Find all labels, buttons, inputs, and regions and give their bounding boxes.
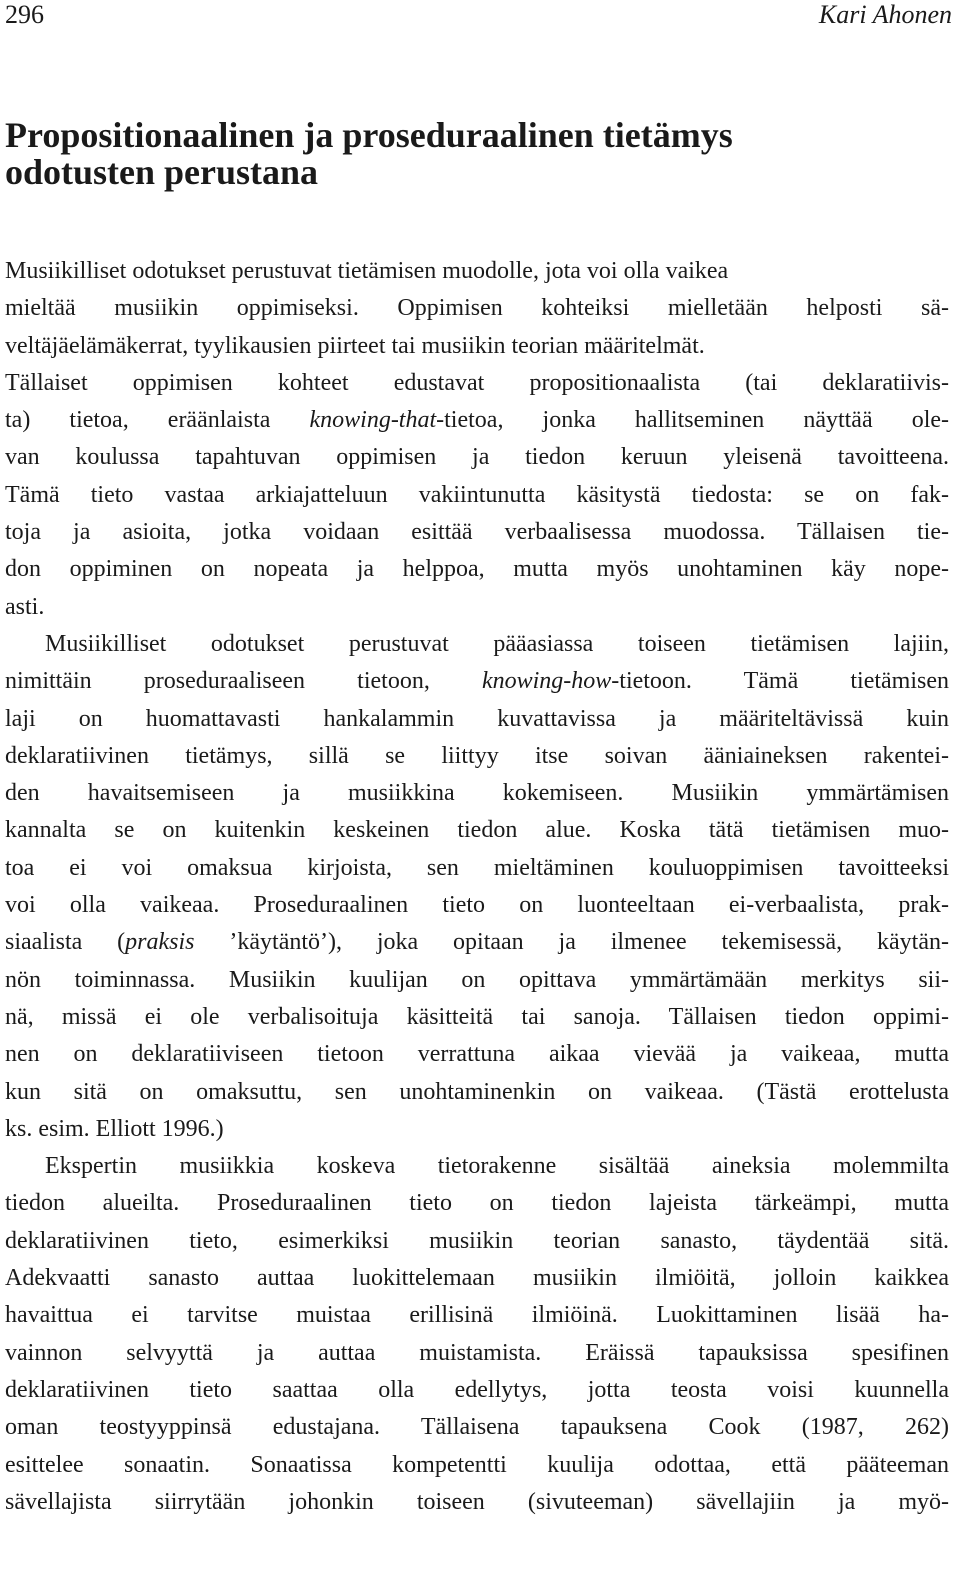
text-line: oman teostyyppinsä edustajana. Tällaisena tapauksena Cook (1987, 262) xyxy=(5,1414,949,1441)
text-line: don oppiminen on nopeata ja helppoa, mutta myös unohtaminen käy nope- xyxy=(5,556,949,583)
section-heading-line: Propositionaalinen ja proseduraalinen tietämys xyxy=(5,115,733,155)
text-line: nimittäin proseduraaliseen tietoon, knowing-how-tietoon. Tämä tietämisen xyxy=(5,668,950,695)
section-heading-line: odotusten perustana xyxy=(5,152,319,193)
text-line: tiedon alueilta. Proseduraalinen tieto on tiedon lajeista tärkeämpi, mutta xyxy=(5,1190,949,1217)
text-line: toja ja asioita, jotka voidaan esittää verbaalisessa muodossa. Tällaisen tie- xyxy=(5,519,949,546)
text-line: deklaratiivinen tieto saattaa olla edellytys, jotta teosta voisi kuunnella xyxy=(5,1376,949,1403)
italic-term: praksis xyxy=(125,929,195,956)
text-line: mieltää musiikin oppimiseksi. Oppimisen kohteiksi mielletään helposti sä- xyxy=(5,295,949,322)
text-line: den havaitsemiseen ja musiikkina kokemiseen. Musiikin ymmärtämisen xyxy=(5,780,949,807)
section-heading xyxy=(5,109,935,193)
text-line: Adekvaatti sanasto auttaa luokittelemaan musiikin ilmiöitä, jolloin kaikkea xyxy=(5,1265,949,1292)
text-line: deklaratiivinen tieto, esimerkiksi musiikin teorian sanasto, täydentää sitä. xyxy=(5,1227,949,1254)
text-line: nen on deklaratiiviseen tietoon verrattuna aikaa vievää ja vaikeaa, mutta xyxy=(5,1041,949,1068)
text-line: vainnon selvyyttä ja auttaa muistamista. Eräissä tapauksissa spesifinen xyxy=(5,1339,949,1366)
italic-term: knowing-how xyxy=(481,668,612,695)
body-text xyxy=(5,253,949,1521)
page-number: 296 xyxy=(5,0,44,29)
text-line: veltäjäelämäkerrat, tyylikausien piirteet tai musiikin teorian määritelmät. xyxy=(5,332,705,359)
text-line: toa ei voi omaksua kirjoista, sen mieltäminen kouluoppimisen tavoitteeksi xyxy=(5,854,949,881)
text-line: Musiikilliset odotukset perustuvat pääasiassa toiseen tietämisen lajiin, xyxy=(45,630,949,657)
italic-term: knowing-that xyxy=(309,407,437,434)
text-line: deklaratiivinen tietämys, sillä se liittyy itse soivan ääniaineksen rakentei- xyxy=(5,742,949,769)
text-line: kannalta se on kuitenkin keskeinen tiedon alue. Koska tätä tietämisen muo- xyxy=(5,817,949,844)
text-line: van koulussa tapahtuvan oppimisen ja tiedon keruun yleisenä tavoitteena. xyxy=(5,444,949,471)
running-head xyxy=(5,0,952,36)
text-line: havaittua ei tarvitse muistaa erillisinä ilmiöinä. Luokittaminen lisää ha- xyxy=(5,1302,949,1329)
text-line: Musiikilliset odotukset perustuvat tietämisen muodolle, jota voi olla vaikea xyxy=(5,258,729,284)
text-line: Tällaiset oppimisen kohteet edustavat propositionaalista (tai deklaratiivis- xyxy=(5,369,949,396)
text-line: laji on huomattavasti hankalammin kuvattavissa ja määriteltävissä kuin xyxy=(5,705,949,732)
text-line: nön toiminnassa. Musiikin kuulijan on opittava ymmärtämään merkitys sii- xyxy=(5,966,949,993)
text-line: Tämä tieto vastaa arkiajatteluun vakiintunutta käsitystä tiedosta: se on fak- xyxy=(5,481,949,508)
text-line: Ekspertin musiikkia koskeva tietorakenne sisältää aineksia molemmilta xyxy=(45,1153,949,1180)
text-line: esittelee sonaatin. Sonaatissa kompetentti kuulija odottaa, että pääteeman xyxy=(5,1451,949,1478)
text-line: asti. xyxy=(5,593,45,620)
running-head-author: Kari Ahonen xyxy=(818,0,952,29)
text-line: ks. esim. Elliott 1996.) xyxy=(5,1115,224,1142)
text-line: ta) tietoa, eräänlaista knowing-that-tietoa, jonka hallitseminen näyttää ole- xyxy=(5,407,950,434)
text-line: nä, missä ei ole verbalisoituja käsitteitä tai sanoja. Tällaisen tiedon oppimi- xyxy=(5,1003,949,1030)
text-line: sävellajista siirrytään johonkin toiseen (sivuteeman) sävellajiin ja myö- xyxy=(5,1488,949,1515)
text-line: voi olla vaikeaa. Proseduraalinen tieto on luonteeltaan ei-verbaalista, prak- xyxy=(5,892,949,919)
text-line: siaalista (praksis ’käytäntö’), joka opitaan ja ilmenee tekemisessä, käytän- xyxy=(5,929,949,956)
text-line: kun sitä on omaksuttu, sen unohtaminenkin on vaikeaa. (Tästä erottelusta xyxy=(5,1078,949,1105)
